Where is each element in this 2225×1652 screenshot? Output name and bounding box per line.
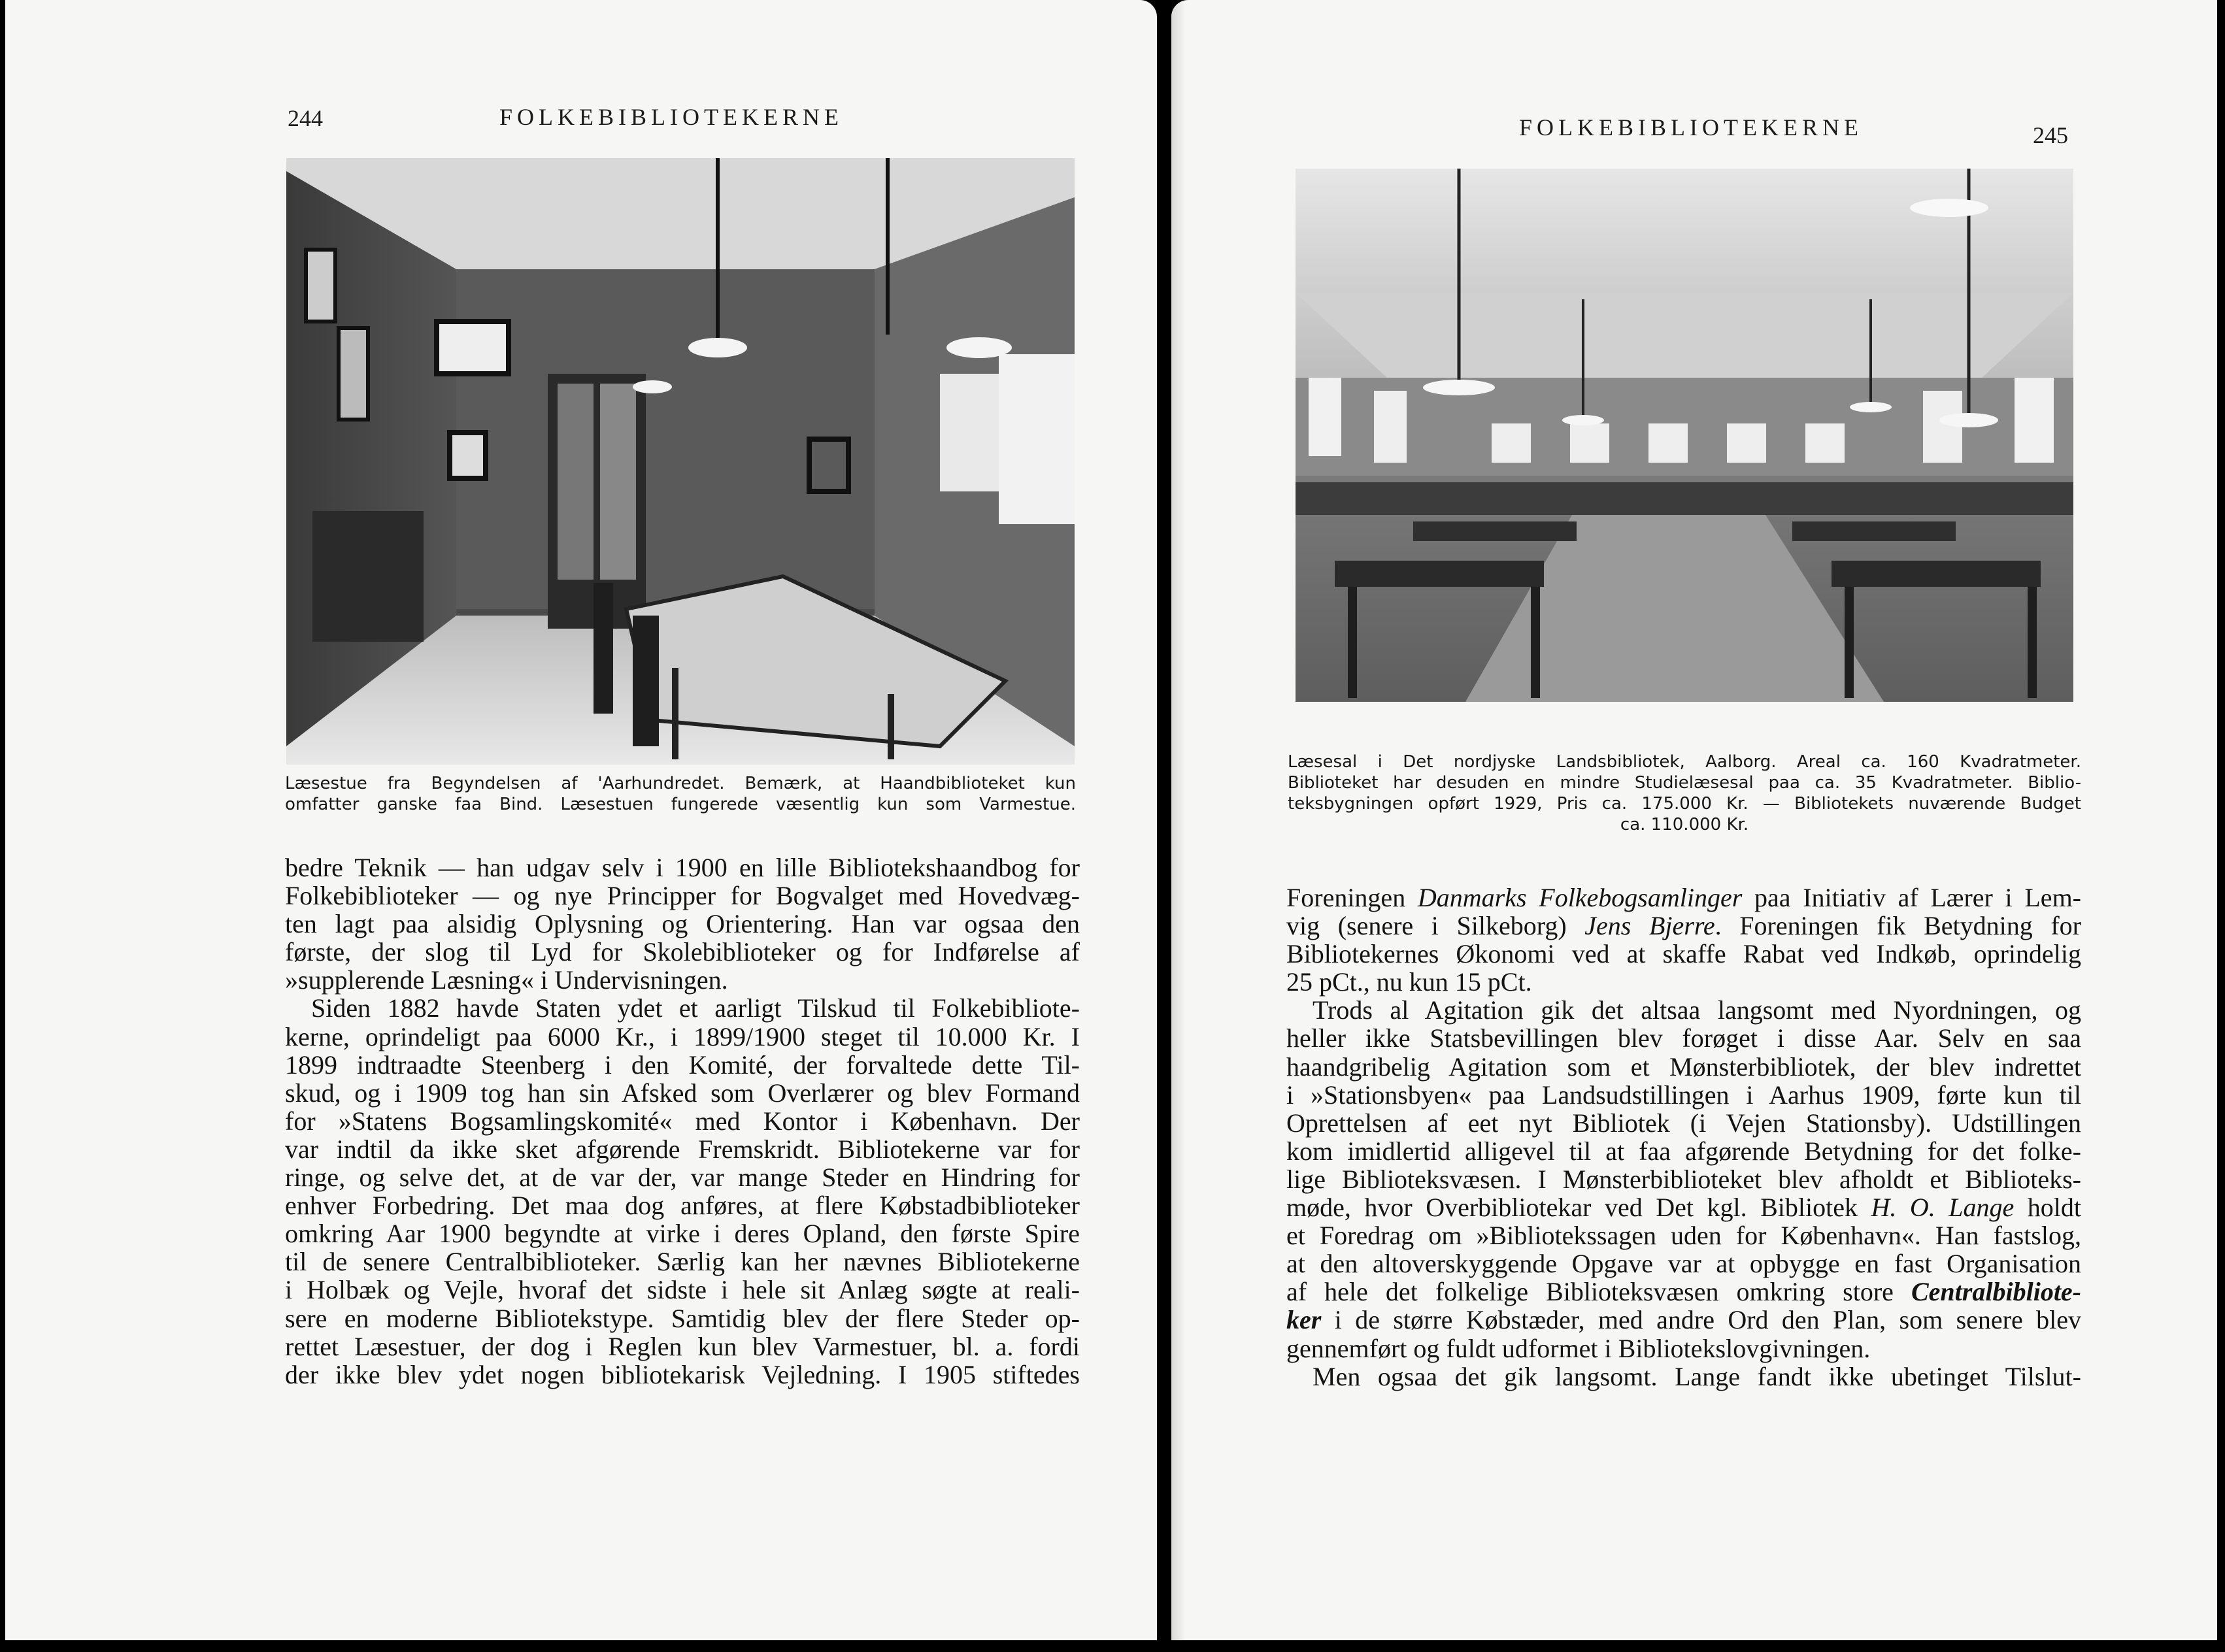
text-line: heller ikke Statsbevillingen blev forøget i disse Aar. Selv en saa: [1286, 1023, 2081, 1053]
caption-line: Biblioteket har desuden en mindre Studielæsesal paa ca. 35 Kvadratmeter. Biblio-: [1288, 773, 2081, 793]
caption-line: Læsestue fra Begyndelsen af 'Aarhundredet. Bemærk, at Haandbiblioteket kun: [285, 774, 1076, 793]
text-line: haandgribelig Agitation som et Mønsterbibliotek, der blev indrettet: [1286, 1051, 2081, 1082]
reading-room-photo-icon: [286, 158, 1075, 765]
italic-name: H. O. Lange: [1871, 1193, 2015, 1223]
reading-hall-photo-icon: [1296, 169, 2073, 702]
text-line: enhver Forbedring. Det maa dog anføres, at flere Købstadbiblioteker: [285, 1191, 1080, 1221]
text-line: Men ogsaa det gik langsomt. Lange fandt ikke ubetinget Tilslut-: [1313, 1361, 2081, 1391]
page-number: 244: [288, 105, 323, 131]
text-line: for »Statens Bogsamlingskomité« med Kontor i København. Der: [285, 1106, 1080, 1136]
reading-room-photo: [286, 158, 1075, 765]
italic-term: Centralbibliote-: [1911, 1277, 2081, 1307]
text-line: skud, og i 1909 tog han sin Afsked som Overlærer og blev Formand: [285, 1078, 1080, 1108]
text-line: ten lagt paa alsidig Oplysning og Orientering. Han var ogsaa den: [285, 909, 1080, 939]
text-line: Siden 1882 havde Staten ydet et aarligt Tilskud til Folkebibliote-: [311, 993, 1080, 1023]
body-text: [1286, 884, 2081, 1391]
text-line: Bibliotekernes Økonomi ved at skaffe Rabat ved Indkøb, oprindelig: [1286, 939, 2081, 969]
body-text: [285, 853, 1080, 1389]
running-head: FOLKEBIBLIOTEKERNE: [1519, 114, 1863, 140]
photo-caption: [285, 773, 1076, 815]
text-line: i »Stationsbyen« paa Landsudstillingen i Aarhus 1909, førte kun til: [1286, 1080, 2081, 1110]
text-line: rettet Læsestuer, der dog i Reglen kun blev Varmestuer, bl. a. fordi: [285, 1331, 1080, 1361]
photo-caption: [1288, 752, 2081, 835]
caption-line: ca. 110.000 Kr.: [1620, 815, 1749, 834]
page-gutter-shadow: [1171, 0, 1186, 1640]
italic-title: Danmarks Folkebogsamlinger: [1417, 883, 1743, 912]
caption-line: teksbygningen opført 1929, Pris ca. 175.000 Kr. — Bibliotekets nuværende Budget: [1288, 794, 2081, 814]
text-line: ker i de større Købstæder, med andre Ord den Plan, som senere blev: [1286, 1305, 2081, 1335]
text-line: Oprettelsen af eet nyt Bibliotek (i Vejen Stationsby). Udstillingen: [1286, 1108, 2081, 1138]
text-line: 25 pCt., nu kun 15 pCt.: [1286, 967, 1532, 997]
text-line: bedre Teknik — han udgav selv i 1900 en lille Bibliotekshaandbog for: [285, 853, 1080, 882]
text-line: Trods al Agitation gik det altsaa langsomt med Nyordningen, og: [1313, 995, 2081, 1025]
text-line: der ikke blev ydet nogen bibliotekarisk Vejledning. I 1905 stiftedes: [285, 1359, 1080, 1389]
text-line: vig (senere i Silkeborg) Jens Bjerre. Foreningen fik Betydning for: [1286, 911, 2082, 941]
text-line: »supplerende Læsning« i Undervisningen.: [285, 965, 728, 995]
text-line: omkring Aar 1900 begyndte at virke i deres Opland, den første Spire: [285, 1219, 1080, 1249]
text-line: gennemført og fuldt udformet i Bibliotekslovgivningen.: [1286, 1333, 1871, 1363]
text-line: lige Biblioteksvæsen. I Mønsterbiblioteket blev afholdt et Biblioteks-: [1286, 1164, 2081, 1194]
text-line: kerne, oprindeligt paa 6000 Kr., i 1899/1900 steget til 10.000 Kr. I: [285, 1021, 1080, 1051]
reading-hall-photo: [1296, 169, 2073, 702]
text-line: 1899 indtraadte Steenberg i den Komité, der forvaltede dette Til-: [285, 1049, 1080, 1080]
caption-line: omfatter ganske faa Bind. Læsestuen fungerede væsentlig kun som Varmestue.: [285, 795, 1076, 814]
page-number: 245: [2033, 122, 2068, 148]
text-line: kom imidlertid alligevel til at faa afgørende Betydning for det folke-: [1286, 1136, 2081, 1166]
text-line: i Holbæk og Vejle, hvoraf det sidste i hele sit Anlæg søgte at reali-: [285, 1275, 1080, 1305]
italic-name: Jens Bjerre: [1584, 911, 1715, 941]
text-line: Folkebiblioteker — og nye Principper for Bogvalget med Hovedvæg-: [285, 881, 1080, 911]
italic-term: ker: [1286, 1305, 1322, 1335]
text-line: sere en moderne Bibliotekstype. Samtidig blev der flere Steder op-: [285, 1303, 1080, 1333]
text-line: var indtil da ikke sket afgørende Fremskridt. Bibliotekerne var for: [285, 1134, 1080, 1164]
text-line: at den altoverskyggende Opgave var at opbygge en fast Organisation: [1286, 1249, 2081, 1279]
text-line: første, der slog til Lyd for Skolebiblioteker og for Indførelse af: [285, 937, 1080, 967]
right-page: [1171, 0, 2217, 1640]
text-line: Foreningen Danmarks Folkebogsamlinger paa Initiativ af Lærer i Lem-: [1286, 883, 2081, 912]
text-line: til de senere Centralbiblioteker. Særlig kan her nævnes Bibliotekerne: [285, 1247, 1080, 1277]
left-page: [5, 0, 1157, 1640]
text-line: møde, hvor Overbibliotekar ved Det kgl. Bibliotek H. O. Lange holdt: [1286, 1193, 2082, 1223]
text-line: et Foredrag om »Bibliotekssagen uden for København«. Han fastslog,: [1286, 1221, 2081, 1251]
text-line: ringe, og selve det, at de var der, var mange Steder en Hindring for: [285, 1163, 1080, 1193]
text-line: af hele det folkelige Biblioteksvæsen omkring store Centralbibliote-: [1286, 1277, 2081, 1307]
running-head: FOLKEBIBLIOTEKERNE: [499, 104, 843, 130]
caption-line: Læsesal i Det nordjyske Landsbibliotek, Aalborg. Areal ca. 160 Kvadratmeter.: [1288, 752, 2081, 772]
